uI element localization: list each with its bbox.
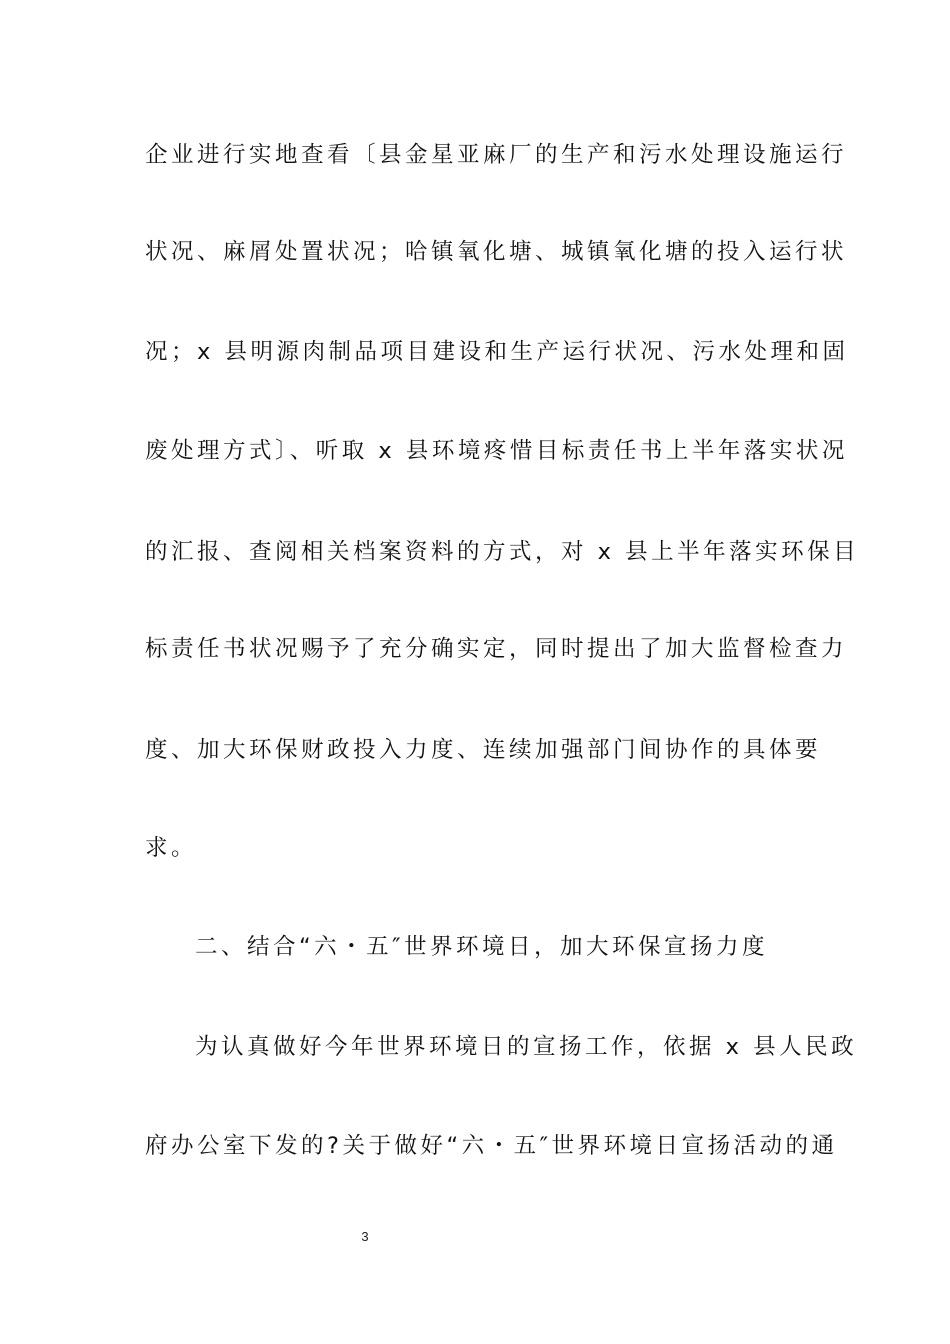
- body-text-line: 府办公室下发的?关于做好“六・五″世界环境日宣扬活动的通: [145, 1133, 838, 1159]
- page-number: 3: [361, 1229, 369, 1244]
- body-text-line: 求。: [145, 835, 198, 861]
- body-text-line: 企业进行实地查看〔县金星亚麻厂的生产和污水处理设施运行: [145, 142, 848, 168]
- body-text-line: 状况、麻屑处置状况；哈镇氧化塘、城镇氧化塘的投入运行状: [145, 239, 848, 265]
- body-text-line: 况；x 县明源肉制品项目建设和生产运行状况、污水处理和固: [145, 339, 849, 365]
- body-text-line: 标责任书状况赐予了充分确实定，同时提出了加大监督检查力: [145, 636, 848, 662]
- section-heading: 二、结合“六・五″世界环境日，加大环保宣扬力度: [195, 934, 769, 960]
- body-text-line: 为认真做好今年世界环境日的宣扬工作，依据 x 县人民政: [195, 1034, 858, 1060]
- body-text-line: 度、加大环保财政投入力度、连续加强部门间协作的具体要: [145, 737, 822, 763]
- body-text-line: 废处理方式〕、听取 x 县环境疼惜目标责任书上半年落实状况: [145, 438, 848, 464]
- body-text-line: 的汇报、查阅相关档案资料的方式，对 x 县上半年落实环保目: [145, 539, 860, 565]
